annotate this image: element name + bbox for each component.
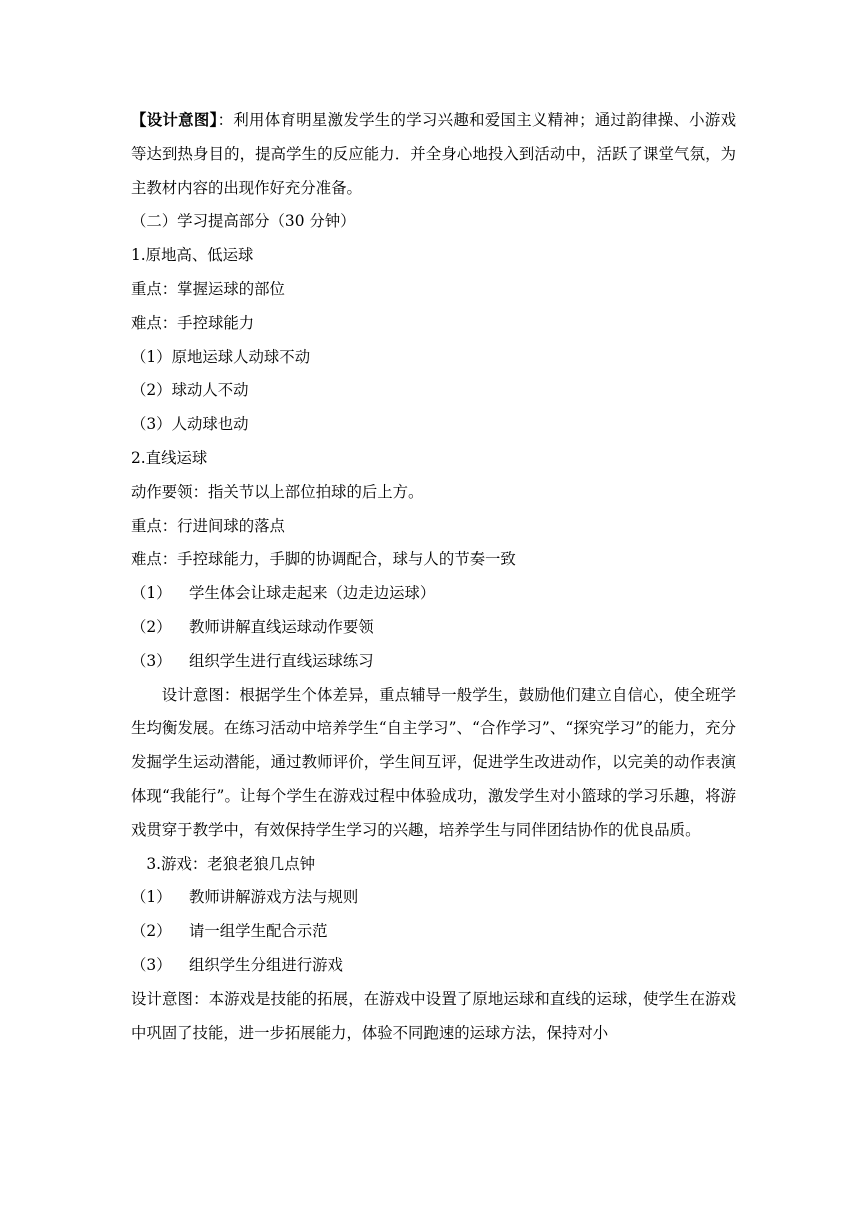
design-intent-text: ：利用体育明星激发学生的学习兴趣和爱国主义精神；通过韵律操、小游戏等达到热身目的，提高学生的反应能力．并全身心地投入到活动中，活跃了课堂气氛，为主教材内容的出现作好充分准备。 bbox=[131, 111, 736, 197]
part2-step bbox=[131, 611, 736, 645]
part2-step bbox=[131, 577, 736, 611]
step-text: 组织学生进行直线运球练习 bbox=[189, 651, 374, 670]
step-text: 请一组学生配合示范 bbox=[189, 922, 328, 941]
step-text: 教师讲解游戏方法与规则 bbox=[189, 888, 359, 907]
part3-step bbox=[131, 881, 736, 915]
part1-difficulty: 难点：手控球能力 bbox=[131, 313, 255, 332]
part1-step: （3）人动球也动 bbox=[131, 415, 249, 434]
part2-key-point: 重点：行进间球的落点 bbox=[131, 516, 285, 535]
step-number: （3） bbox=[131, 651, 172, 670]
part3-title: 3.游戏：老狼老狼几点钟 bbox=[146, 854, 315, 873]
part3-step bbox=[131, 915, 736, 949]
step-number: （1） bbox=[131, 584, 172, 603]
document-body bbox=[131, 104, 736, 1050]
part3-step bbox=[131, 949, 736, 983]
part1-key-point: 重点：掌握运球的部位 bbox=[131, 279, 285, 298]
design-intent-paragraph-1 bbox=[131, 104, 736, 205]
step-text: 学生体会让球走起来（边走边运球） bbox=[189, 584, 436, 603]
part2-title: 2.直线运球 bbox=[131, 448, 208, 467]
part2-essentials: 动作要领：指关节以上部位拍球的后上方。 bbox=[131, 482, 424, 501]
step-text: 教师讲解直线运球动作要领 bbox=[189, 617, 374, 636]
part1-step: （2）球动人不动 bbox=[131, 381, 249, 400]
design-intent-label: 【设计意图】 bbox=[131, 111, 218, 129]
step-number: （1） bbox=[131, 888, 172, 907]
design-intent-paragraph-3: 设计意图：本游戏是技能的拓展，在游戏中设置了原地运球和直线的运球，使学生在游戏中巩固了技能，进一步拓展能力，体验不同跑速的运球方法，保持对小 bbox=[131, 989, 736, 1042]
step-number: （3） bbox=[131, 955, 172, 974]
step-text: 组织学生分组进行游戏 bbox=[189, 955, 343, 974]
design-intent-paragraph-2: 设计意图：根据学生个体差异，重点辅导一般学生，鼓励他们建立自信心，使全班学生均衡发展。在练习活动中培养学生“自主学习”、“合作学习”、“探究学习”的能力，充分发掘学生运动潜能，通过教师评价，学生间互评，促进学生改进动作，以完美的动作表演体现“我能行”。让每个学生在游戏过程中体验成功，激发学生对小篮球的学习乐趣，将游戏贯穿于教学中，有效保持学生学习的兴趣，培养学生与同伴团结协作的优良品质。 bbox=[131, 685, 736, 839]
part1-step: （1）原地运球人动球不动 bbox=[131, 347, 311, 366]
part2-step bbox=[131, 645, 736, 679]
section-heading: （二）学习提高部分（30 分钟） bbox=[131, 212, 356, 231]
part2-difficulty: 难点：手控球能力，手脚的协调配合，球与人的节奏一致 bbox=[131, 550, 516, 569]
part1-title: 1.原地高、低运球 bbox=[131, 246, 254, 265]
step-number: （2） bbox=[131, 617, 172, 636]
step-number: （2） bbox=[131, 922, 172, 941]
